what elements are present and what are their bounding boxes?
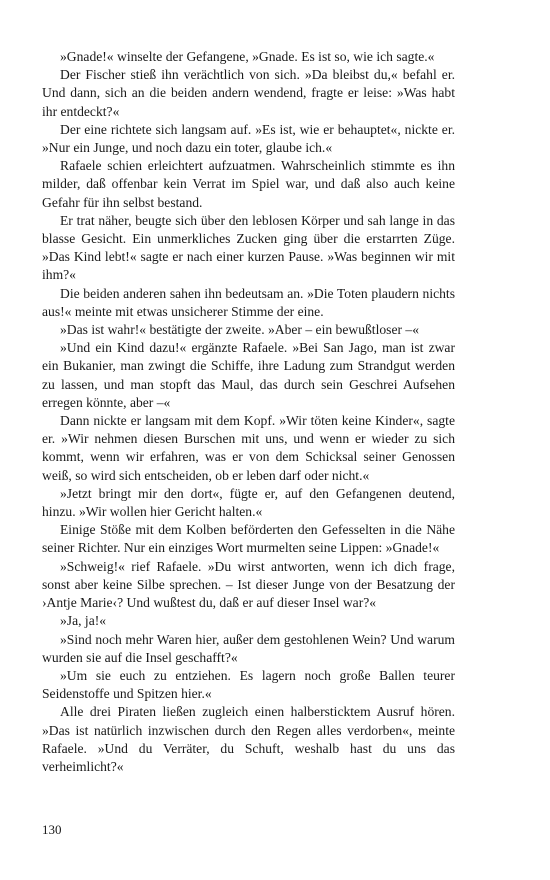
paragraph: Die beiden anderen sahen ihn bedeutsam an. »Die Toten plaudern nichts aus!« meinte mit etwas unsicherer Stimme der eine.: [42, 285, 455, 319]
paragraph: Rafaele schien erleichtert aufzuatmen. Wahrscheinlich stimmte es ihn milder, daß offenbar kein Verrat im Spiel war, und daß also auch keine Gefahr für ihn selbst bestand.: [42, 158, 455, 210]
paragraph: Er trat näher, beugte sich über den leblosen Körper und sah lange in das blasse Gesicht. Ein unmerkliches Zucken ging über die erstarrten Züge. »Das Kind lebt!« sagte er nach einer kurzen Pause. »Was beginnen wir mit ihm?«: [42, 212, 455, 283]
paragraph: »Sind noch mehr Waren hier, außer dem gestohlenen Wein? Und warum wurden sie auf die Insel geschafft?«: [42, 631, 455, 665]
paragraph: »Um sie euch zu entziehen. Es lagern noch große Ballen teurer Seidenstoffe und Spitzen hier.«: [42, 667, 455, 702]
paragraph: »Jetzt bringt mir den dort«, fügte er, auf den Gefangenen deutend, hinzu. »Wir wollen hier Gericht halten.«: [42, 485, 455, 520]
paragraph: »Gnade!« winselte der Gefangene, »Gnade. Es ist so, wie ich sagte.«: [60, 49, 435, 64]
paragraph: Einige Stöße mit dem Kolben beförderten den Gefesselten in die Nähe seiner Richter. Nur ein einziges Wort murmelten seine Lippen: »Gnade!«: [42, 522, 455, 556]
paragraph: »Schweig!« rief Rafaele. »Du wirst antworten, wenn ich dich frage, sonst aber keine Silbe sprechen. – Ist dieser Junge von der Besatzung der ›Antje Marie‹? Und wußtest du, daß er auf dieser Insel war?«: [42, 558, 455, 611]
paragraph: Der eine richtete sich langsam auf. »Es ist, wie er behauptet«, nickte er. »Nur ein Junge, und noch dazu ein toter, glaube ich.«: [42, 121, 455, 156]
paragraph: »Ja, ja!«: [60, 613, 107, 629]
paragraph: Dann nickte er langsam mit dem Kopf. »Wir töten keine Kinder«, sagte er. »Wir nehmen diesen Burschen mit uns, und wenn er wieder zu sich kommt, wenn wir erfahren, was er von dem Schicksal seiner Genossen weiß, so wird sich entscheiden, ob er leben darf oder nicht.«: [42, 413, 455, 483]
paragraph: »Das ist wahr!« bestätigte der zweite. »Aber – ein bewußtloser –«: [60, 322, 419, 338]
paragraph: Alle drei Piraten ließen zugleich einen halbersticktem Ausruf hören. »Das ist natürlich inzwischen durch den Regen alles verdorben«, meinte Rafaele. »Und du Verräter, du Schuft, weshalb hast du uns das verheimlicht?«: [42, 704, 455, 774]
book-page-text: [42, 48, 455, 776]
page-number: 130: [42, 822, 62, 837]
paragraph: »Und ein Kind dazu!« ergänzte Rafaele. »Bei San Jago, man ist zwar ein Bukanier, man zwingt die Schiffe, ihre Ladung zum Strandgut werden zu lassen, und man stopft das Maul, das durch sein Geschrei Aufsehen erregen könnte, aber –«: [42, 340, 455, 410]
paragraph: Der Fischer stieß ihn verächtlich von sich. »Da bleibst du,« befahl er. Und dann, sich an die beiden andern wendend, fragte er leise: »Was habt ihr entdeckt?«: [42, 67, 455, 119]
